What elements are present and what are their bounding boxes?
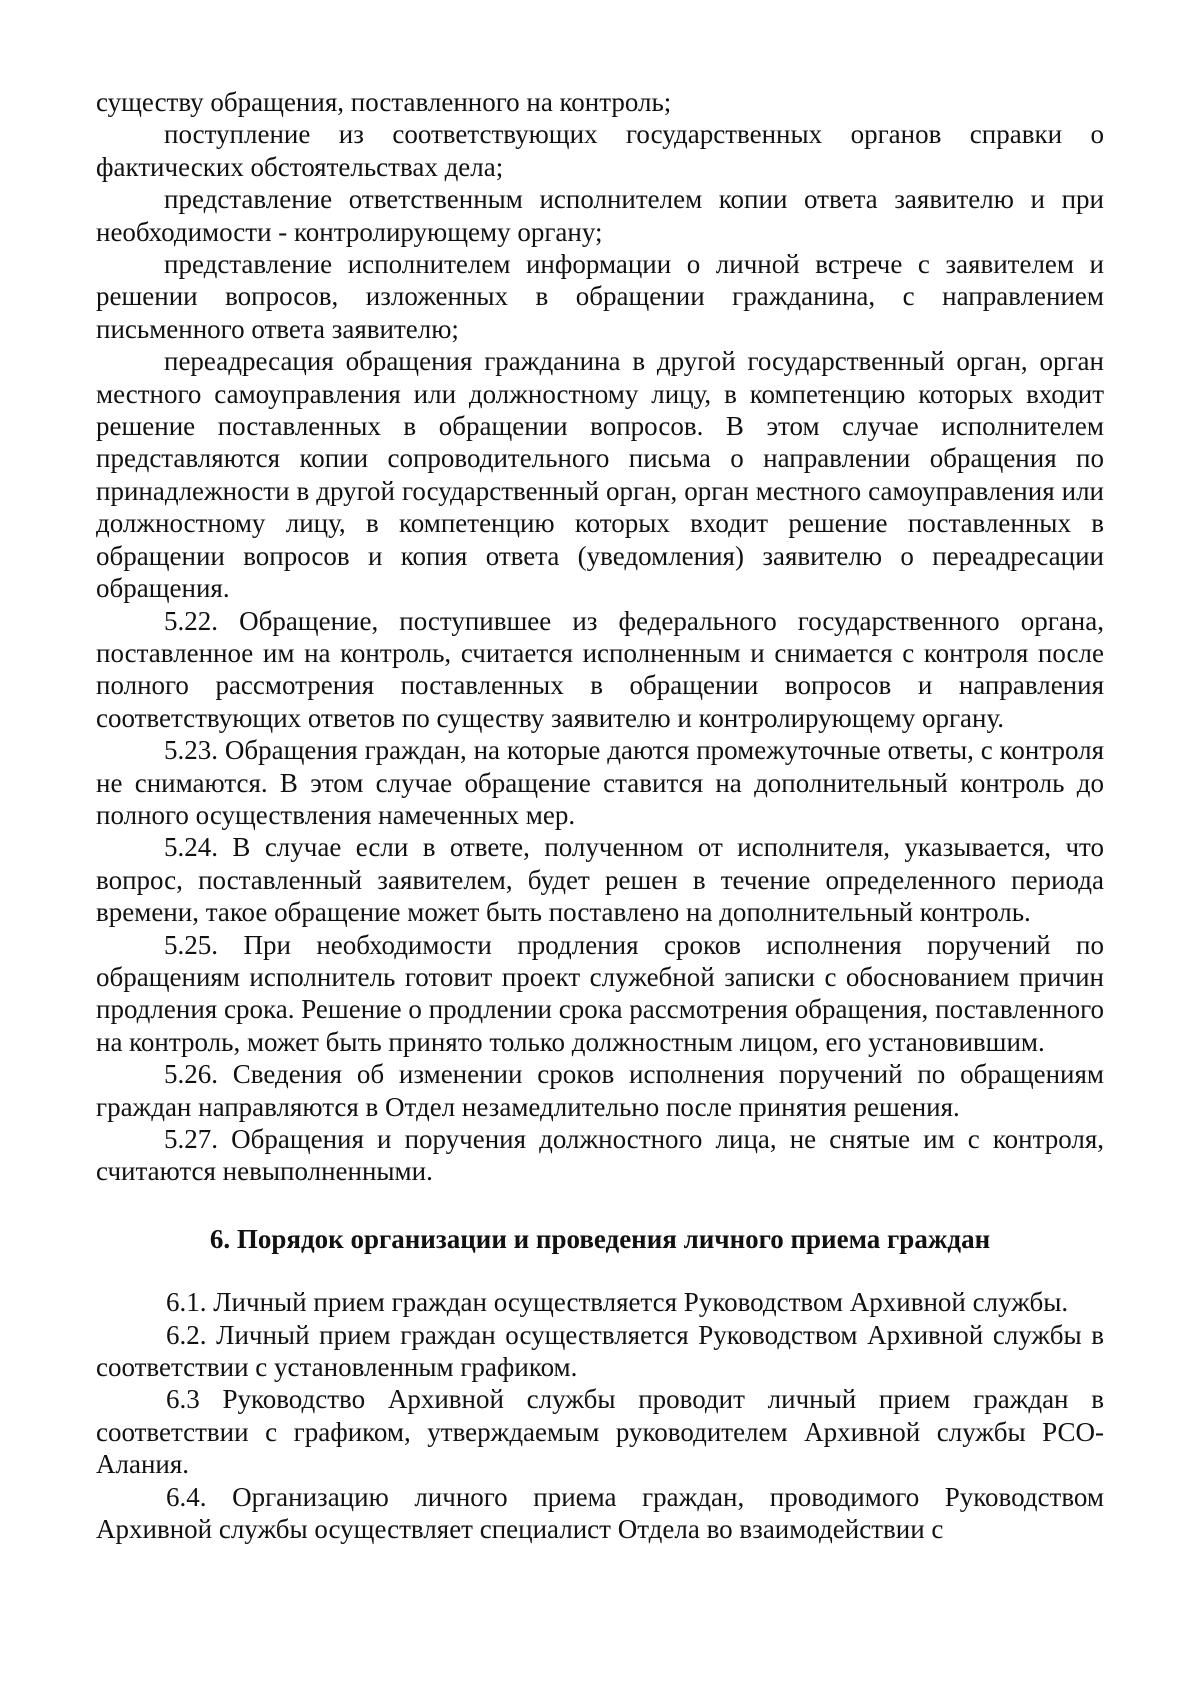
section-6-body <box>96 1286 1104 1545</box>
paragraph-5-24: 5.24. В случае если в ответе, полученном от исполнителя, указывается, что вопрос, поставленный заявителем, будет решен в течение определенного периода времени, такое обращение может быть поставлено на дополнительный контроль. <box>96 832 1104 928</box>
paragraph-personal-meeting: представление исполнителем информации о личной встрече с заявителем и решении вопросов, изложенных в обращении гражданина, с направлением письменного ответа заявителю; <box>96 249 1104 344</box>
document-body <box>96 86 1104 1545</box>
paragraph-readdressing: переадресация обращения гражданина в другой государственный орган, орган местного самоуправления или должностному лицу, в компетенцию которых входит решение поставленных в обращении вопросов. В этом случае исполнителем представляются копии сопроводительного письма о направлении обращения по принадлежности в другой государственный орган, орган местного самоуправления или должностному лицу, в компетенцию которых входит решение поставленных в обращении вопросов и копия ответа (уведомления) заявителю о переадресации обращения. <box>96 346 1104 604</box>
paragraph-6-2: 6.2. Личный прием граждан осуществляется Руководством Архивной службы в соответствии с установленным графиком. <box>96 1319 1104 1383</box>
paragraph-continuation: существу обращения, поставленного на контроль; <box>96 87 672 117</box>
paragraph-6-1: 6.1. Личный прием граждан осуществляется Руководством Архивной службы. <box>166 1287 1069 1318</box>
paragraph-5-23: 5.23. Обращения граждан, на которые даются промежуточные ответы, с контроля не снимаются. В этом случае обращение ставится на дополнительный контроль до полного осуществления намеченных мер. <box>96 735 1104 830</box>
paragraph-6-4: 6.4. Организацию личного приема граждан, проводимого Руководством Архивной службы осуществляет специалист Отдела во взаимодействии с <box>96 1481 1104 1545</box>
paragraph-5-25: 5.25. При необходимости продления сроков исполнения поручений по обращениям исполнитель готовит проект служебной записки с обоснованием причин продления срока. Решение о продлении срока рассмотрения обращения, поставленного на контроль, может быть принято только должностным лицом, его установившим. <box>96 929 1104 1057</box>
paragraph-5-22: 5.22. Обращение, поступившее из федерального государственного органа, поставленное им на контроль, считается исполненным и снимается с контроля после полного рассмотрения поставленных в обращении вопросов и направления соответствующих ответов по существу заявителю и контролирующему органу. <box>96 605 1104 733</box>
paragraph-5-26: 5.26. Сведения об изменении сроков исполнения поручений по обращениям граждан направляются в Отдел незамедлительно после принятия решения. <box>96 1059 1104 1122</box>
section-heading-6: 6. Порядок организации и проведения личного приема граждан <box>209 1223 991 1254</box>
paragraph-5-27: 5.27. Обращения и поручения должностного лица, не снятые им с контроля, считаются невыполненными. <box>96 1124 1104 1187</box>
paragraph-answer-copy: представление ответственным исполнителем копии ответа заявителю и при необходимости - контролирующему органу; <box>96 184 1104 247</box>
paragraph-certificate-receipt: поступление из соответствующих государственных органов справки о фактических обстоятельствах дела; <box>96 119 1104 182</box>
paragraph-6-3: 6.3 Руководство Архивной службы проводит личный прием граждан в соответствии с графиком, утверждаемым руководителем Архивной службы РСО-Алания. <box>96 1384 1104 1480</box>
